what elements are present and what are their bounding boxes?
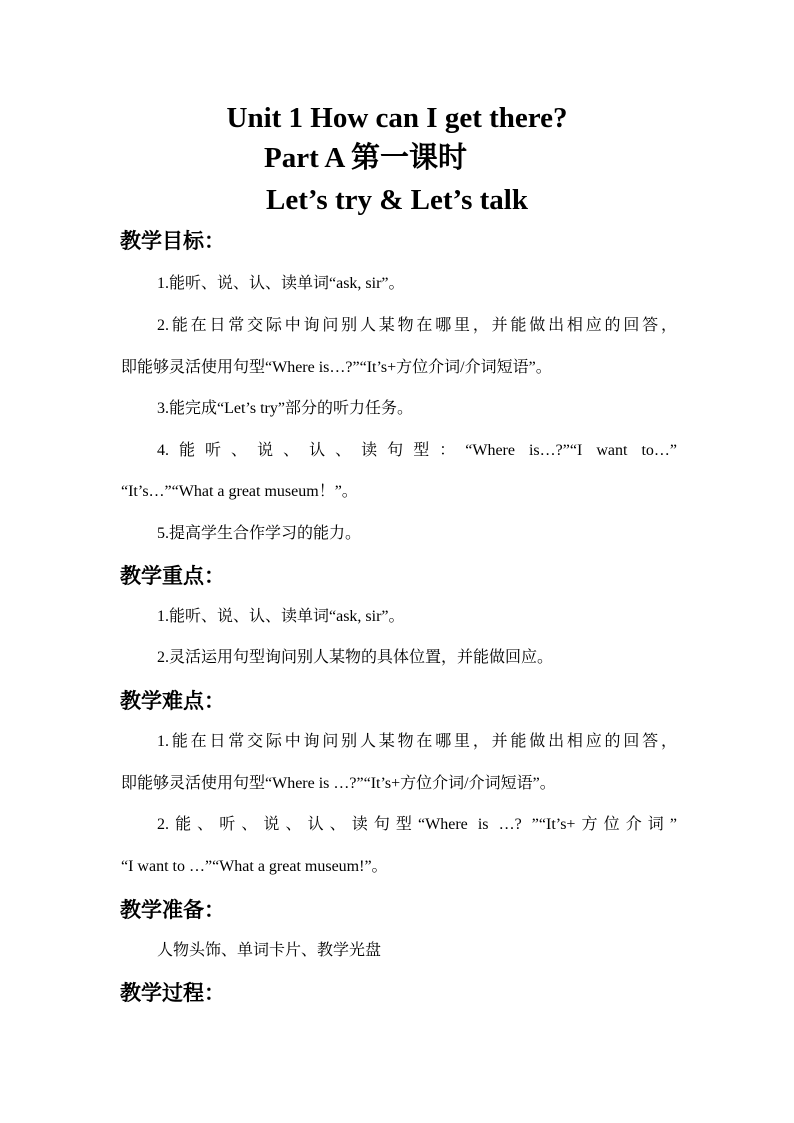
lesson-part-title: Part A 第一课时 [264, 142, 467, 174]
objective-item-3: 3.能完成“Let’s try”部分的听力任务。 [157, 400, 413, 417]
objective-item-1: 1.能听、说、认、读单词“ask, sir”。 [157, 275, 405, 292]
preparation-item-1: 人物头饰、单词卡片、教学光盘 [157, 942, 382, 959]
preparation-heading: 教学准备： [120, 898, 225, 922]
document-title: Unit 1 How can I get there? [226, 102, 568, 134]
lesson-section-title: Let’s try & Let’s talk [265, 184, 528, 216]
difficulty-item-2-line-1: 2.能、听、说、认、读句型“Where is …? ”“It’s+方位介词” [157, 816, 677, 833]
difficulty-item-2-line-2: “I want to …”“What a great museum!”。 [121, 858, 388, 875]
key-point-item-2: 2.灵活运用句型询问别人某物的具体位置，并能做回应。 [157, 649, 554, 666]
difficulty-item-1-line-1: 1.能在日常交际中询问别人某物在哪里，并能做出相应的回答， [157, 733, 677, 750]
difficulties-heading: 教学难点： [120, 689, 225, 713]
objective-item-4-line-2: “It’s…”“What a great museum！”。 [121, 483, 358, 500]
objective-item-2-line-1: 2.能在日常交际中询问别人某物在哪里，并能做出相应的回答， [157, 317, 677, 334]
key-point-item-1: 1.能听、说、认、读单词“ask, sir”。 [157, 608, 405, 625]
objectives-heading: 教学目标： [120, 229, 225, 253]
key-points-heading: 教学重点： [120, 564, 225, 588]
objective-item-2-line-2: 即能够灵活使用句型“Where is…?”“It’s+方位介词/介词短语”。 [121, 359, 552, 376]
objective-item-5: 5.提高学生合作学习的能力。 [157, 525, 362, 542]
objective-item-4-line-1: 4.能听、说、认、读句型：“Where is…?”“I want to…” [157, 442, 677, 459]
difficulty-item-1-line-2: 即能够灵活使用句型“Where is …?”“It’s+方位介词/介词短语”。 [121, 775, 556, 792]
process-heading: 教学过程： [120, 981, 225, 1005]
